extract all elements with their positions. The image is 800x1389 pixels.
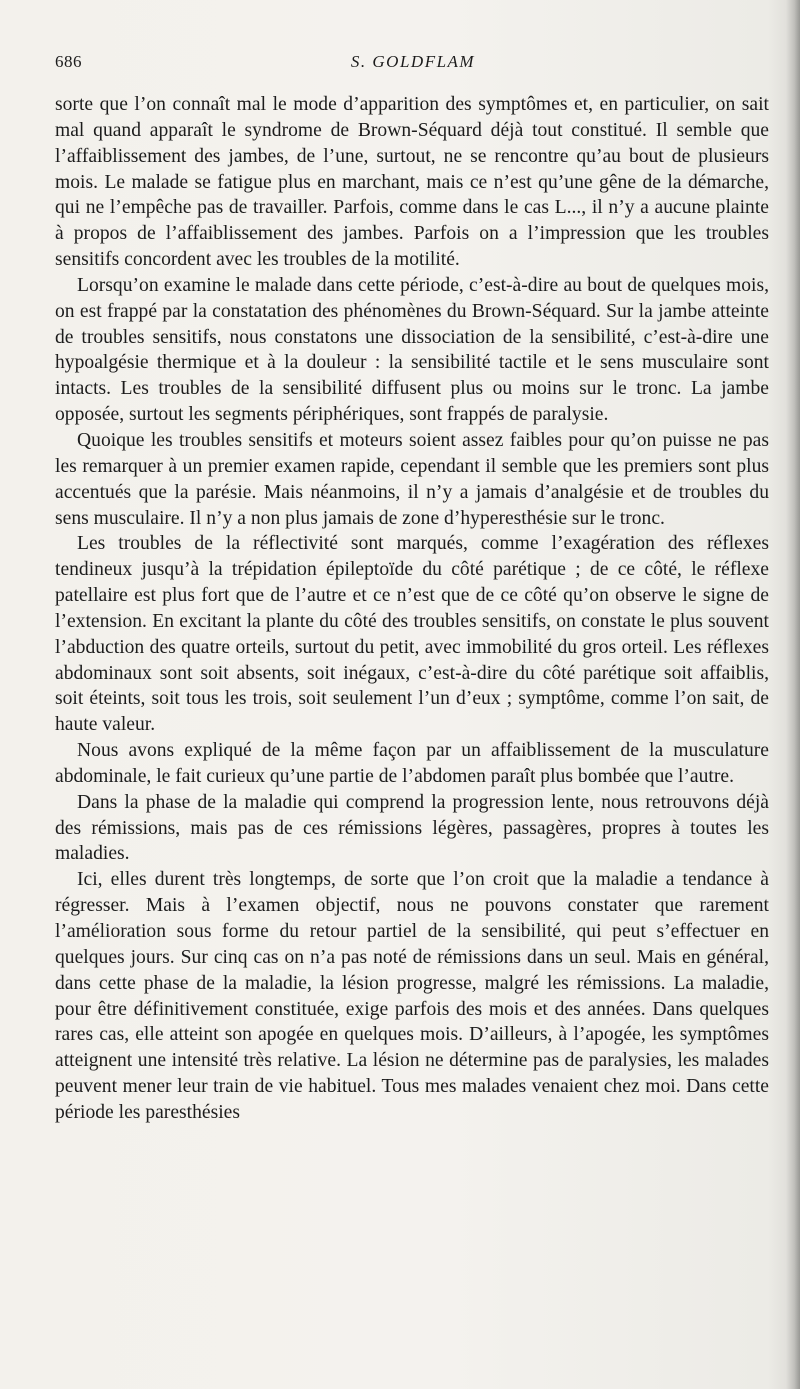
running-head: S. GOLDFLAM — [350, 52, 476, 71]
paragraph-5: Nous avons expliqué de la même façon par un affaiblissement de la musculature abdominale, le fait curieux qu’une partie de l’abdomen paraît plus bombée que l’autre. — [55, 740, 769, 787]
paragraph-1: sorte que l’on connaît mal le mode d’apparition des symptômes et, en particulier, on sait mal quand apparaît le syndrome de Brown-Séquard déjà tout constitué. Il semble que l’affaiblissement des jambes, de l’une, surtout, ne se rencontre qu’au bout de plusieurs mois. Le malade se fatigue plus en marchant, mais ce n’est qu’une gêne de la démarche, qui ne l’empêche pas de travailler. Parfois, comme dans le cas L..., il n’y a aucune plainte à propos de l’affaiblissement des jambes. Parfois on a l’impression que les troubles sensitifs concordent avec les troubles de la motilité. — [55, 94, 769, 271]
paragraph-7: Ici, elles durent très longtemps, de sorte que l’on croit que la maladie a tendance à régresser. Mais à l’examen objectif, nous ne pouvons constater que rarement l’amélioration sous forme du retour partiel de la sensibilité, qui peut s’effectuer en quelques jours. Sur cinq cas on n’a pas noté de rémissions dans un seul. Mais en général, dans cette phase de la maladie, la lésion progresse, malgré les rémissions. La maladie, pour être définitivement constituée, exige parfois des mois et des années. Dans quelques rares cas, elle atteint son apogée en quelques mois. D’ailleurs, à l’apogée, les symptômes atteignent une intensité très relative. La lésion ne détermine pas de paralysies, les malades peuvent mener leur train de vie habituel. Tous mes malades venaient chez moi. Dans cette période les paresthésies — [55, 869, 769, 1123]
page-header — [55, 52, 771, 78]
page-edge-shadow — [786, 0, 800, 1389]
body-text — [55, 92, 769, 1126]
page-number: 686 — [55, 52, 82, 71]
paragraph-2: Lorsqu’on examine le malade dans cette période, c’est-à-dire au bout de quelques mois, on est frappé par la constatation des phénomènes du Brown-Séquard. Sur la jambe atteinte de troubles sensitifs, nous constatons une dissociation de la sensibilité, c’est-à-dire une hypoalgésie thermique et à la douleur : la sensibilité tactile et le sens musculaire sont intacts. Les troubles de la sensibilité diffusent plus ou moins sur le tronc. La jambe opposée, surtout les segments périphériques, sont frappés de paralysie. — [55, 274, 769, 426]
paragraph-3: Quoique les troubles sensitifs et moteurs soient assez faibles pour qu’on puisse ne pas les remarquer à un premier examen rapide, cependant il semble que les premiers sont plus accentués que la parésie. Mais néanmoins, il n’y a jamais d’analgésie et de troubles du sens musculaire. Il n’y a non plus jamais de zone d’hyperesthésie sur le tronc. — [55, 429, 769, 529]
paragraph-4: Les troubles de la réflectivité sont marqués, comme l’exagération des réflexes tendineux jusqu’à la trépidation épileptoïde du côté parétique ; de ce côté, le réflexe patellaire est plus fort que de l’autre et ce n’est que de ce côté qu’on observe le signe de l’extension. En excitant la plante du côté des troubles sensitifs, on constate le plus souvent l’abduction des quatre orteils, surtout du petit, avec immobilité du gros orteil. Les réflexes abdominaux sont soit absents, soit inégaux, c’est-à-dire du côté parétique soit affaiblis, soit éteints, soit tous les trois, soit seulement l’un d’eux ; symptôme, comme l’on sait, de haute valeur. — [55, 533, 769, 736]
paragraph-6: Dans la phase de la maladie qui comprend la progression lente, nous retrouvons déjà des rémissions, mais pas de ces rémissions légères, passagères, propres à toutes les maladies. — [55, 791, 769, 865]
